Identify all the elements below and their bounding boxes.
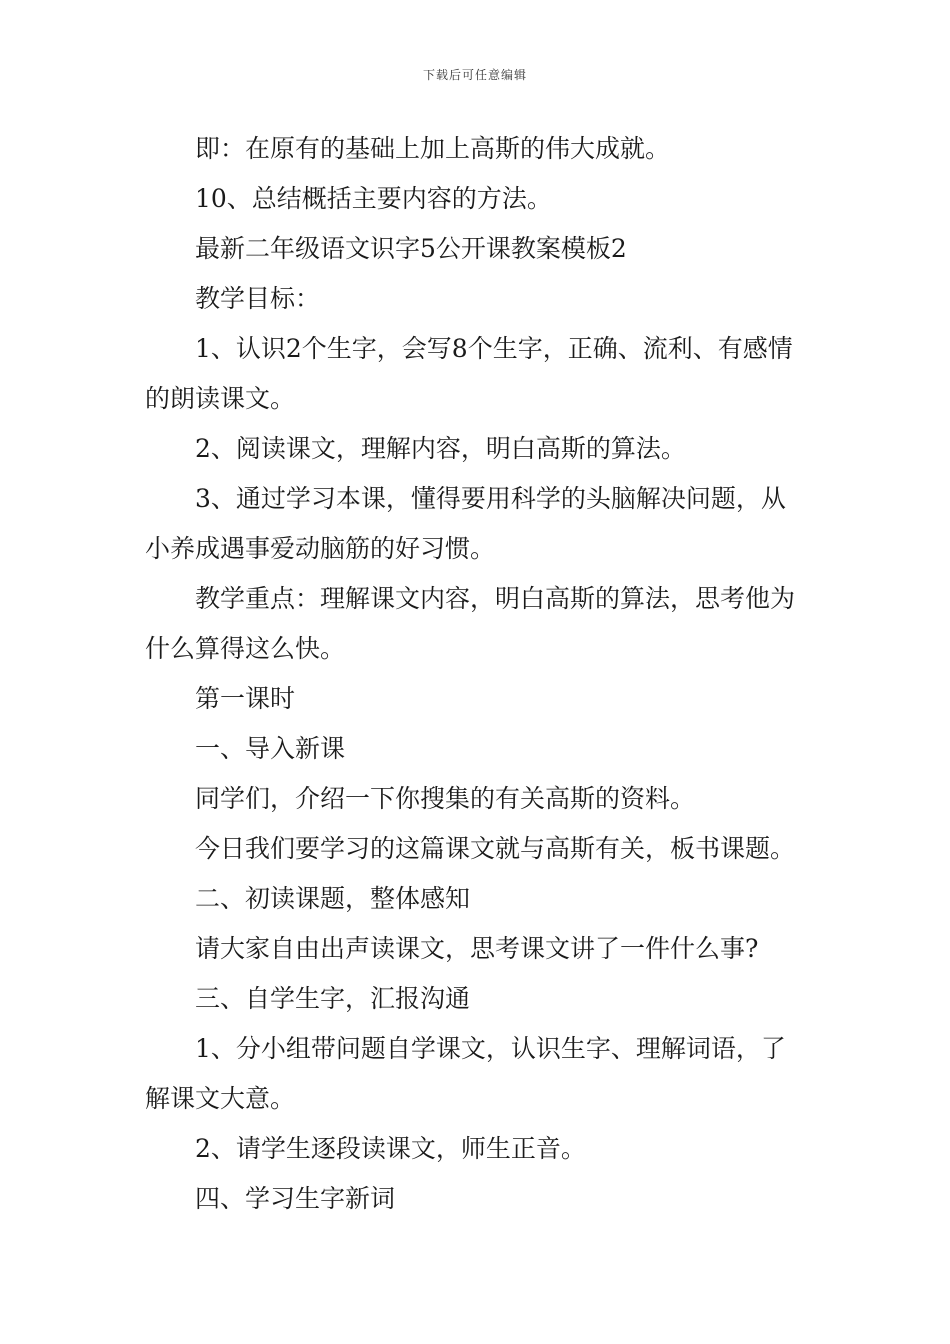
paragraph-2: 10、总结概括主要内容的方法。	[195, 184, 552, 213]
step-2-heading: 二、初读课题，整体感知	[195, 884, 471, 913]
goal-item-2: 2、阅读课文，理解内容，明白高斯的算法。	[195, 434, 686, 463]
section-first-lesson: 第一课时	[195, 684, 296, 713]
goal-item-3: 3、通过学习本课，懂得要用科学的头脑解决问题，从小养成遇事爱动脑筋的好习惯。	[145, 484, 786, 563]
paragraph-1: 即：在原有的基础上加上高斯的伟大成就。	[195, 134, 671, 163]
step-1-text-a: 同学们，介绍一下你搜集的有关高斯的资料。	[195, 784, 696, 813]
section-teaching-goals: 教学目标：	[195, 284, 321, 313]
step-3-item-1: 1、分小组带问题自学课文，认识生字、理解词语，了解课文大意。	[145, 1034, 786, 1113]
lesson-plan-title: 最新二年级语文识字5公开课教案模板2	[195, 234, 627, 263]
teaching-focus: 教学重点：理解课文内容，明白高斯的算法，思考他为什么算得这么快。	[145, 584, 796, 663]
step-2-text: 请大家自由出声读课文，思考课文讲了一件什么事?	[195, 934, 759, 963]
step-1-text-b: 今日我们要学习的这篇课文就与高斯有关，板书课题。	[195, 834, 796, 863]
step-3-heading: 三、自学生字，汇报沟通	[195, 984, 471, 1013]
step-4-heading: 四、学习生字新词	[195, 1184, 396, 1213]
document-body	[145, 124, 810, 1224]
step-1-heading: 一、导入新课	[195, 734, 346, 763]
page-header-note: 下载后可任意编辑	[422, 68, 527, 82]
step-3-item-2: 2、请学生逐段读课文，师生正音。	[195, 1134, 586, 1163]
goal-item-1: 1、认识2个生字，会写8个生字，正确、流利、有感情的朗读课文。	[145, 334, 793, 413]
